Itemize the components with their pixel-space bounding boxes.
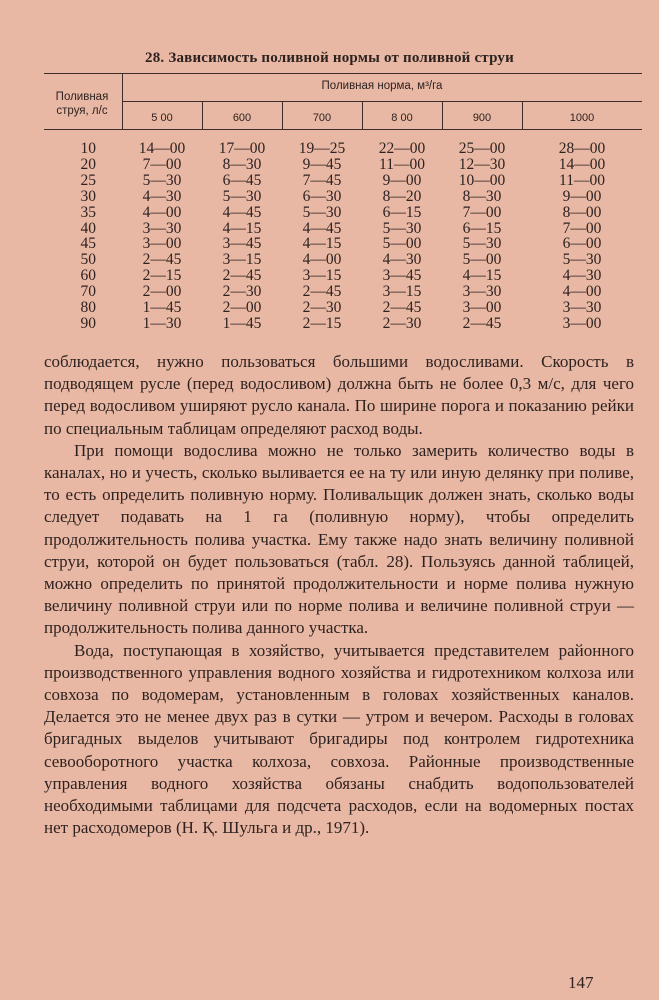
table-cell: 4—30 xyxy=(142,187,182,205)
table-cell: 2—45 xyxy=(302,283,342,301)
table-cell: 5—30 xyxy=(222,187,262,205)
table-cell: 11—00 xyxy=(559,171,605,189)
table-cell: 6—15 xyxy=(382,203,422,221)
table-title: 28. Зависимость поливной нормы от поливной струи xyxy=(145,50,514,66)
table-cell: 2—45 xyxy=(462,314,502,332)
table-cell: 3—45 xyxy=(382,267,422,285)
table-cell: 3—00 xyxy=(562,314,602,332)
paragraph: соблюдается, нужно пользоваться большими водосливами. Скорость в подводящем русле (перед водосливом) должна быть не более 0,3 м/с, для чего перед водосливом уширяют русло канала. По ширине порога и показанию рейки по специальным таблицам определяют расход воды. xyxy=(44,352,634,438)
table-cell: 11—00 xyxy=(379,155,425,173)
table-cell: 14—00 xyxy=(558,155,606,173)
table-header-rule xyxy=(44,129,642,130)
table-cell: 3—15 xyxy=(222,251,262,269)
table-cell: 2—00 xyxy=(222,299,262,316)
table-row-label: 10 xyxy=(80,140,96,157)
table-cell: 9—45 xyxy=(302,155,342,173)
table-row-label: 90 xyxy=(80,314,96,332)
table-cell: 5—00 xyxy=(382,235,422,253)
table-cell: 4—00 xyxy=(142,203,182,221)
table-cell: 4—15 xyxy=(302,235,342,253)
table-cell: 4—00 xyxy=(302,251,342,269)
table-cell: 14—00 xyxy=(138,140,186,157)
table-cell: 4—30 xyxy=(382,251,422,269)
table-cell: 12—30 xyxy=(458,155,506,173)
column-header: 8 00 xyxy=(391,112,413,124)
table-cell: 2—00 xyxy=(142,283,182,301)
table-cell: 5—30 xyxy=(382,219,422,237)
table-cell: 4—00 xyxy=(562,283,602,301)
table-row-label: 45 xyxy=(80,235,96,253)
table-row-label: 70 xyxy=(80,283,96,301)
column-header: 900 xyxy=(472,112,492,124)
table-cell: 28—00 xyxy=(558,140,606,157)
table-cell: 7—00 xyxy=(142,155,182,173)
table-row-label: 60 xyxy=(80,267,96,285)
table-cell: 5—30 xyxy=(142,171,182,189)
table-row-label: 30 xyxy=(80,187,96,205)
table-cell: 3—30 xyxy=(142,219,182,237)
column-group-header: Поливная норма, м³/га xyxy=(321,80,443,92)
table-cell: 6—15 xyxy=(462,219,502,237)
table-cell: 4—15 xyxy=(462,267,502,285)
table-cell: 10—00 xyxy=(458,171,506,189)
table-cell: 7—00 xyxy=(562,219,602,237)
table-cell: 2—45 xyxy=(382,299,422,316)
table-cell: 7—45 xyxy=(302,171,342,189)
table-cell: 9—00 xyxy=(382,171,422,189)
table-row-label: 25 xyxy=(80,171,96,189)
column-header: 1000 xyxy=(569,112,595,124)
table-cell: 4—15 xyxy=(222,219,262,237)
table-top-rule xyxy=(44,73,642,74)
table-cell: 3—00 xyxy=(462,299,502,316)
table-cell: 6—30 xyxy=(302,187,342,205)
table-cell: 22—00 xyxy=(378,140,426,157)
table-cell: 8—00 xyxy=(562,203,602,221)
table-cell: 2—30 xyxy=(302,299,342,316)
table-cell: 6—45 xyxy=(222,171,262,189)
table-cell: 6—00 xyxy=(562,235,602,253)
table-cell: 3—00 xyxy=(142,235,182,253)
table-cell: 3—15 xyxy=(382,283,422,301)
table-cell: 4—45 xyxy=(302,219,342,237)
table-cell: 5—30 xyxy=(302,203,342,221)
table-cell: 7—00 xyxy=(462,203,502,221)
table-cell: 1—45 xyxy=(142,299,182,316)
table-cell: 1—30 xyxy=(142,314,182,332)
table-cell: 5—00 xyxy=(462,251,502,269)
page-number: 147 xyxy=(568,973,594,992)
column-header: 700 xyxy=(312,112,332,124)
body-text xyxy=(44,351,634,839)
table-cell: 8—20 xyxy=(382,187,422,205)
table-cell: 9—00 xyxy=(562,187,602,205)
paragraph: При помощи водослива можно не только замерить количество воды в каналах, но и учесть, сколько выливается ее на ту или иную делянку при поливе, то есть определить поливную норму. Поливальщик должен знать, сколько воды следует подавать на 1 га (поливную норму), чтобы определить продолжительность полива участка. Ему также надо знать величину поливной струи, которой он будет пользоваться (табл. 28). Пользуясь данной таблицей, можно определить по принятой продолжительности и норме полива нужную величину поливной струи или по норме полива и величине поливной струи — продолжительность полива данного участка. xyxy=(44,440,634,638)
table-cell: 2—45 xyxy=(222,267,262,285)
row-header: Поливная струя, л/с xyxy=(55,91,109,117)
column-header: 600 xyxy=(232,112,252,124)
table-cell: 1—45 xyxy=(222,314,262,332)
table-cell: 2—15 xyxy=(302,314,342,332)
table-cell: 2—30 xyxy=(222,283,262,301)
table-cell: 3—30 xyxy=(462,283,502,301)
table-row-label: 80 xyxy=(80,299,96,316)
table-cell: 2—15 xyxy=(142,267,182,285)
table-cell: 3—15 xyxy=(302,267,342,285)
table-subheader-rule xyxy=(122,101,642,102)
table-row-label: 35 xyxy=(80,203,96,221)
table-row-label: 20 xyxy=(80,155,96,173)
table-cell: 2—30 xyxy=(382,314,422,332)
table-cell: 8—30 xyxy=(462,187,502,205)
table-cell: 5—30 xyxy=(462,235,502,253)
table-cell: 5—30 xyxy=(562,251,602,269)
paragraph: Вода, поступающая в хозяйство, учитывается представителем районного производственного управления водного хозяйства и гидротехником колхоза или совхоза по водомерам, установленным в головах хозяйственных каналов. Делается это не менее двух раз в сутки — утром и вечером. Расходы в головах бригадных выделов учитывают бригадиры под контролем гидротехника севооборотного участка колхоза, совхоза. Районные производственные управления водного хозяйства обязаны снабдить водопользователей необходимыми таблицами для подсчета расходов, если на водомерных постах нет расходомеров (Н. Қ. Шульга и др., 1971). xyxy=(44,640,634,838)
table-cell: 25—00 xyxy=(458,140,506,157)
table-cell: 2—45 xyxy=(142,251,182,269)
table-row-label: 50 xyxy=(80,251,96,269)
table-cell: 4—30 xyxy=(562,267,602,285)
table-cell: 19—25 xyxy=(298,140,346,157)
table-cell: 4—45 xyxy=(222,203,262,221)
table-cell: 3—45 xyxy=(222,235,262,253)
table-cell: 17—00 xyxy=(218,140,266,157)
table-cell: 8—30 xyxy=(222,155,262,173)
table-row-label: 40 xyxy=(80,219,96,237)
table-cell: 3—30 xyxy=(562,299,602,316)
column-header: 5 00 xyxy=(151,112,173,124)
